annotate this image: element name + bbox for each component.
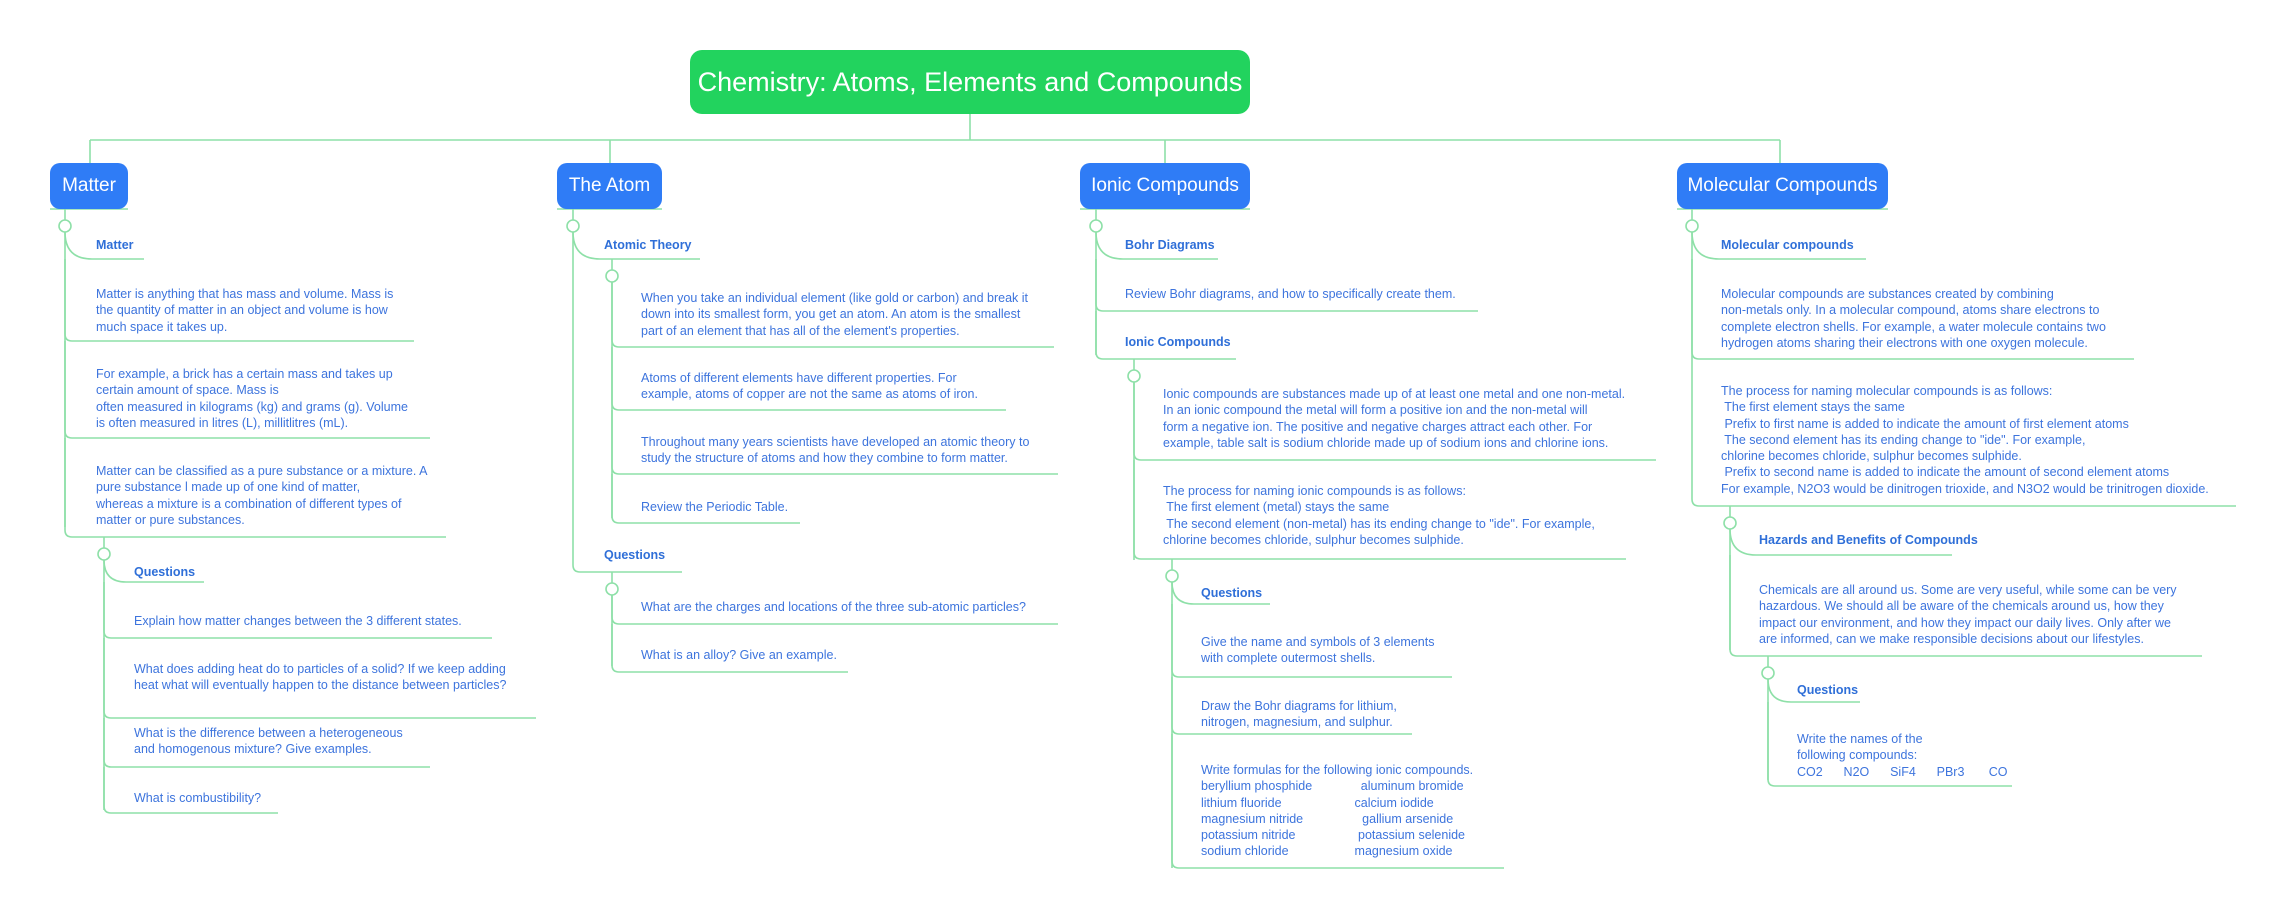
branch-molecular-compounds[interactable]: Molecular Compounds (1677, 163, 1888, 209)
matter-question-4[interactable]: What is combustibility? (134, 791, 262, 805)
matter-question-1[interactable]: Explain how matter changes between the 3 different states. (134, 614, 462, 628)
atomic-theory-text[interactable]: Throughout many years scientists have developed an atomic theory to study the structure of atoms and how they combine to form matter. (641, 435, 1030, 466)
branch-ionic-compounds[interactable]: Ionic Compounds (1080, 163, 1250, 209)
root-topic[interactable]: Chemistry: Atoms, Elements and Compounds (690, 50, 1250, 114)
atom-question-2[interactable]: What is an alloy? Give an example. (641, 648, 837, 662)
matter-question-2[interactable]: What does adding heat do to particles of a solid? If we keep adding heat what will eventually happen to the distance between particles? (134, 662, 507, 693)
atom-question-1[interactable]: What are the charges and locations of the three sub-atomic particles? (641, 600, 1026, 614)
atom-questions-heading[interactable]: Questions (604, 548, 666, 562)
atom-definition[interactable]: When you take an individual element (like gold or carbon) and break it down into its smallest form, you get an atom. An atom is the smallest part of an element that has all of the element's properties. (641, 291, 1029, 338)
ionic-question-2[interactable]: Draw the Bohr diagrams for lithium, nitrogen, magnesium, and sulphur. (1201, 699, 1397, 730)
matter-questions-heading[interactable]: Questions (134, 565, 196, 579)
molecular-question-1[interactable]: Write the names of the following compounds: CO2 N2O SiF4 PBr3 CO (1797, 732, 2008, 779)
matter-heading[interactable]: Matter (96, 238, 134, 252)
periodic-table-note[interactable]: Review the Periodic Table. (641, 500, 789, 514)
ionic-definition[interactable]: Ionic compounds are substances made up of at least one metal and one non-metal. In an ionic compound the metal will form a positive ion and the non-metal will form a negative ion. The positive and negative charges attract each other. For example, table salt is sodium chloride made up of sodium ions and chlorine ions. (1163, 387, 1626, 450)
atomic-theory-heading[interactable]: Atomic Theory (604, 238, 692, 252)
atom-properties[interactable]: Atoms of different elements have different properties. For example, atoms of copper are not the same as atoms of iron. (641, 371, 978, 402)
ionic-naming-rules[interactable]: The process for naming ionic compounds is as follows: The first element (metal) stays the same The second element (non-metal) has its ending change to "ide". For example, chlorine becomes chloride, sulphur becomes sulphide. (1163, 484, 1595, 547)
matter-example[interactable]: For example, a brick has a certain mass and takes up certain amount of space. Mass is often measured in kilograms (kg) and grams (g). Volume is often measured in litres (L), millitlitres (mL). (96, 367, 408, 430)
ionic-question-1[interactable]: Give the name and symbols of 3 elements with complete outermost shells. (1201, 635, 1435, 666)
matter-question-3[interactable]: What is the difference between a heterogeneous and homogenous mixture? Give examples. (134, 726, 403, 757)
bohr-diagrams-heading[interactable]: Bohr Diagrams (1125, 238, 1215, 252)
molecular-questions-heading[interactable]: Questions (1797, 683, 1859, 697)
ionic-compounds-heading[interactable]: Ionic Compounds (1125, 335, 1231, 349)
matter-definition[interactable]: Matter is anything that has mass and volume. Mass is the quantity of matter in an object and volume is how much space it takes up. (96, 287, 394, 334)
molecular-definition[interactable]: Molecular compounds are substances created by combining non-metals only. In a molecular compound, atoms share electrons to complete electron shells. For example, a water molecule contains two hydrogen atoms sharing their electrons with one oxygen molecule. (1721, 287, 2106, 350)
branch-the-atom[interactable]: The Atom (557, 163, 662, 209)
ionic-question-3[interactable]: Write formulas for the following ionic compounds. beryllium phosphide aluminum bromide lithium fluoride calcium iodide magnesium nitride gallium arsenide potassium nitride potassium selenide sodium chloride magnesium oxide (1201, 763, 1474, 859)
bohr-diagrams-text[interactable]: Review Bohr diagrams, and how to specifically create them. (1125, 287, 1456, 301)
ionic-questions-heading[interactable]: Questions (1201, 586, 1263, 600)
molecular-compounds-heading[interactable]: Molecular compounds (1721, 238, 1854, 252)
matter-classification[interactable]: Matter can be classified as a pure substance or a mixture. A pure substance l made up of one kind of matter, whereas a mixture is a combination of different types of matter or pure substances. (96, 464, 428, 527)
branch-matter[interactable]: Matter (50, 163, 128, 209)
hazards-heading[interactable]: Hazards and Benefits of Compounds (1759, 533, 1978, 547)
molecular-naming-rules[interactable]: The process for naming molecular compounds is as follows: The first element stays the same Prefix to first name is added to indicate the amount of first element atoms The second element has its ending change to "ide". For example, chlorine becomes chloride, sulphur becomes sulphide. Prefix to second name is added to indicate the amount of second element atoms For example, N2O3 would be dinitrogen trioxide, and N3O2 would be trinitrogen dioxide. (1721, 384, 2209, 496)
hazards-text[interactable]: Chemicals are all around us. Some are very useful, while some can be very hazardous. We should all be aware of the chemicals around us, how they impact our environment, and how they impact our daily lives. Only after we are informed, can we make responsible decisions about our lifestyles. (1759, 583, 2177, 646)
